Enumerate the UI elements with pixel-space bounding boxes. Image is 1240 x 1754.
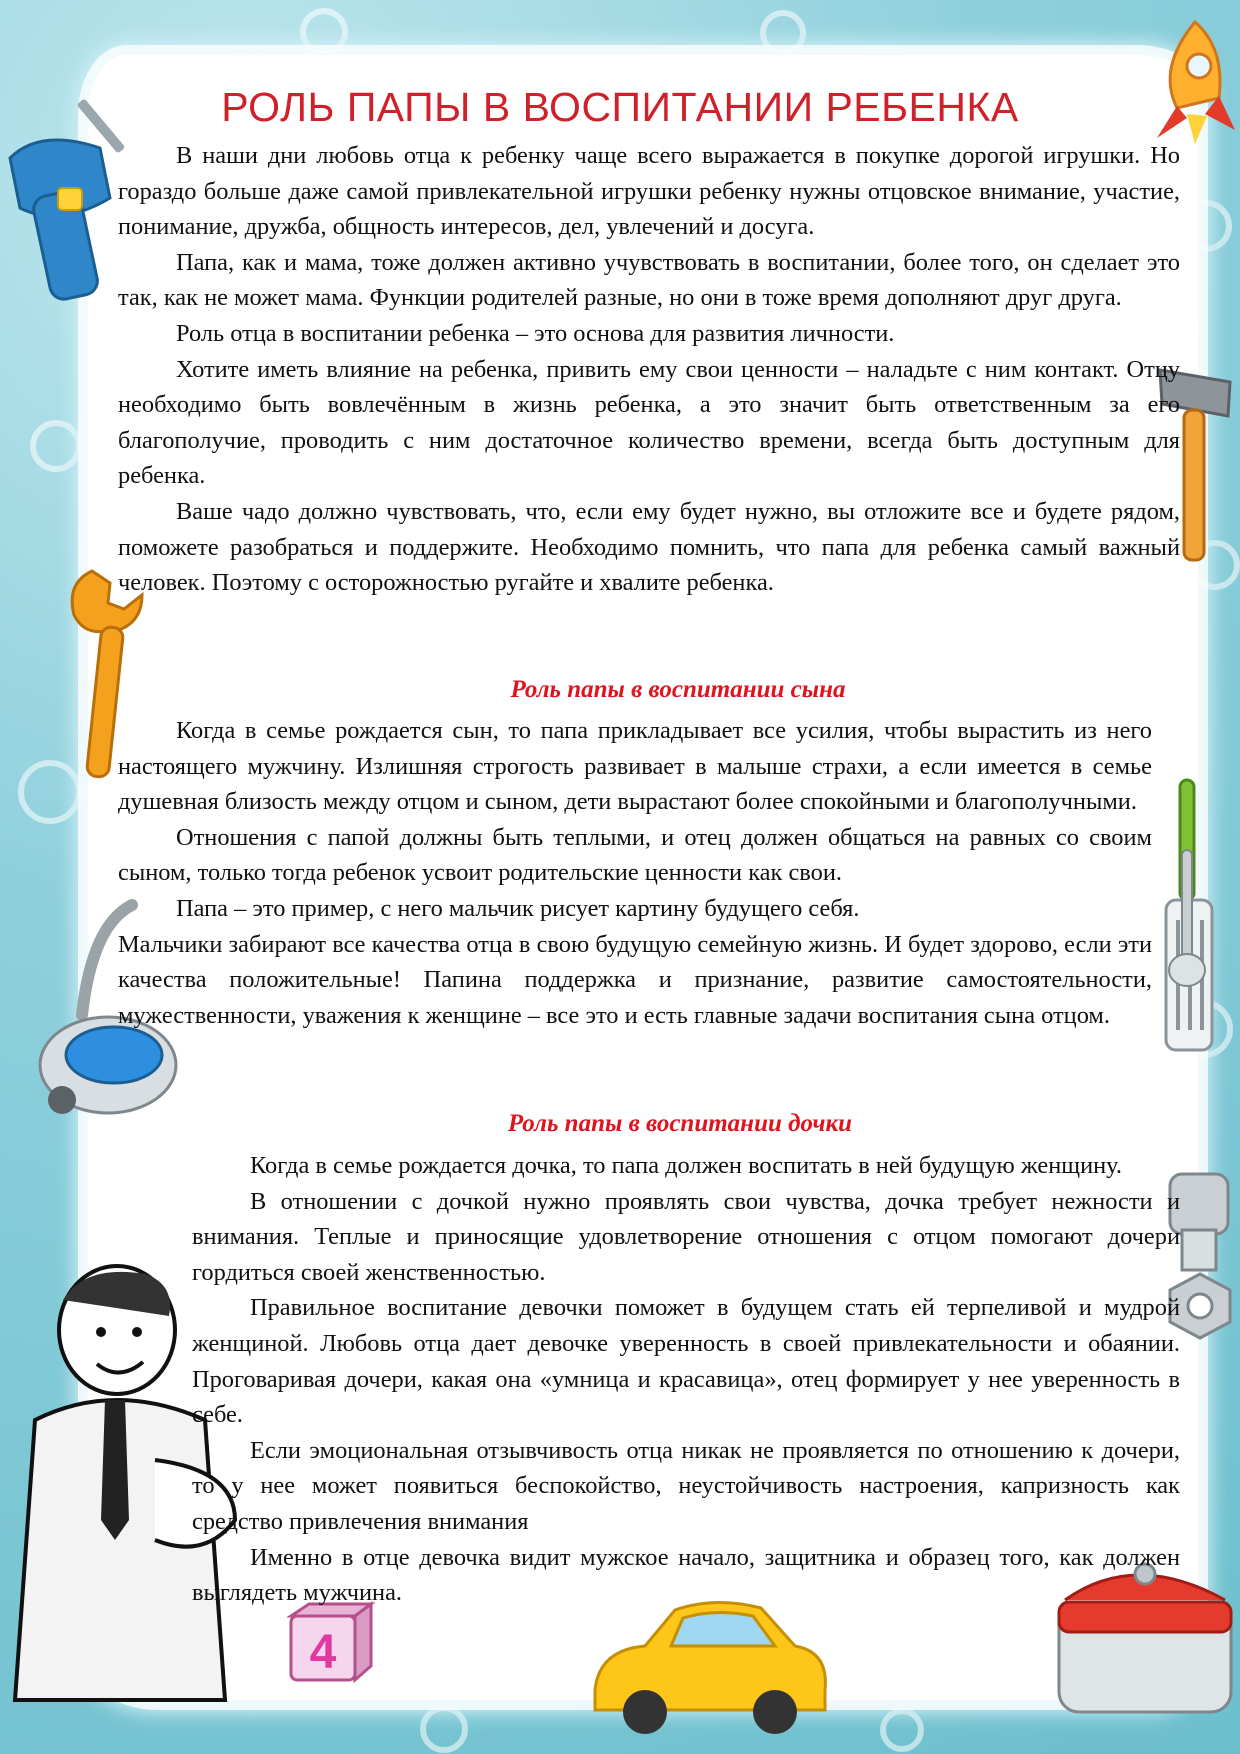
son-section-heading: Роль папы в воспитании сына [510, 676, 846, 703]
paragraph: Роль отца в воспитании ребенка – это основа для развития личности. [176, 319, 895, 347]
number-cube-label: 4 [309, 1626, 337, 1679]
ladle-icon [1168, 850, 1208, 990]
rocket-icon [1135, 18, 1240, 153]
swirl-decoration [30, 420, 82, 472]
son-section [118, 713, 1152, 1033]
paragraph: Если эмоциональная отзывчивость отца никак не проявляется по отношению к дочери, то у нее может появиться беспокойство, неустойчивость настроения, капризность как средство привлечения внимания [192, 1436, 1180, 1535]
toy-car-icon [585, 1590, 835, 1740]
paragraph: Именно в отце девочка видит мужское начало, защитника и образец того, как должен выглядеть мужчина. [192, 1543, 1180, 1607]
page-title: РОЛЬ ПАПЫ В ВОСПИТАНИИ РЕБЕНКА [221, 84, 1019, 130]
paragraph: Когда в семье рождается дочка, то папа должен воспитать в ней будущую женщину. [250, 1152, 1123, 1179]
paragraph: Папа, как и мама, тоже должен активно учувствовать в воспитании, более того, он сделает это так, как не может мама. Функции родителей разные, но они в тоже время дополняют друг друга. [118, 248, 1180, 312]
paragraph: Ваше чадо должно чувствовать, что, если ему будет нужно, вы отложите все и будете рядом, поможете разобраться и поддержите. Необходимо помнить, что папа для ребенка самый важный человек. Поэтому с осторожностью ругайте и хвалите ребенка. [118, 497, 1180, 597]
daughter-section [192, 1148, 1180, 1611]
paragraph: В наши дни любовь отца к ребенку чаще всего выражается в покупке дорогой игрушки. Но гораздо больше даже самой привлекательной игрушки ребенку нужны отцовское внимание, участие, понимание, дружба, общность интересов, дел, увлечений и досуга. [118, 142, 1180, 241]
paragraph: В отношении с дочкой нужно проявлять свои чувства, дочка требует нежности и внимания. Теплые и приносящие удовлетворение отношения с отцом помогают дочери гордиться своей женственностью. [192, 1187, 1180, 1286]
paragraph: Папа – это пример, с него мальчик рисует картину будущего себя. [176, 894, 860, 922]
paragraph: Отношения с папой должны быть теплыми, и отец должен общаться на равных со своим сыном, только тогда ребенок усвоит родительские ценности как свои. [118, 823, 1152, 887]
swirl-decoration [300, 8, 348, 56]
intro-section [118, 138, 1180, 601]
swirl-decoration [760, 10, 806, 56]
swirl-decoration [420, 1705, 468, 1753]
daughter-section-heading: Роль папы в воспитании дочки [507, 1110, 853, 1137]
paragraph: Хотите иметь влияние на ребенка, привить ему свои ценности – наладьте с ним контакт. Отцу необходимо быть вовлечённым в жизнь ребенка, а это значит быть ответственным за его благополучие, проводить с ним достаточное количество времени, всегда быть доступным для ребенка. [118, 355, 1180, 490]
paragraph: Мальчики забирают все качества отца в свою будущую семейную жизнь. И будет здорово, если эти качества положительные! Папина поддержка и признание, развитие самостоятельности, мужественности, уважения к женщине – все это и есть главные задачи воспитания сына отцом. [118, 930, 1152, 1029]
paragraph: Когда в семье рождается сын, то папа прикладывает все усилия, чтобы вырастить из него настоящего мужчину. Излишняя строгость развивает в малыше страхи, а если имеется в семье душевная близость между отцом и сыном, дети вырастают более спокойными и благополучными. [118, 717, 1152, 816]
number-cube-icon [285, 1600, 375, 1690]
paragraph: Правильное воспитание девочки поможет в будущем стать ей терпеливой и мудрой женщиной. Любовь отца дает девочке уверенность в своей привлекательности и обаянии. Проговаривая дочери, какая она «умница и красавица», отец формирует у нее уверенность в себе. [192, 1294, 1180, 1429]
swirl-decoration [880, 1708, 924, 1752]
